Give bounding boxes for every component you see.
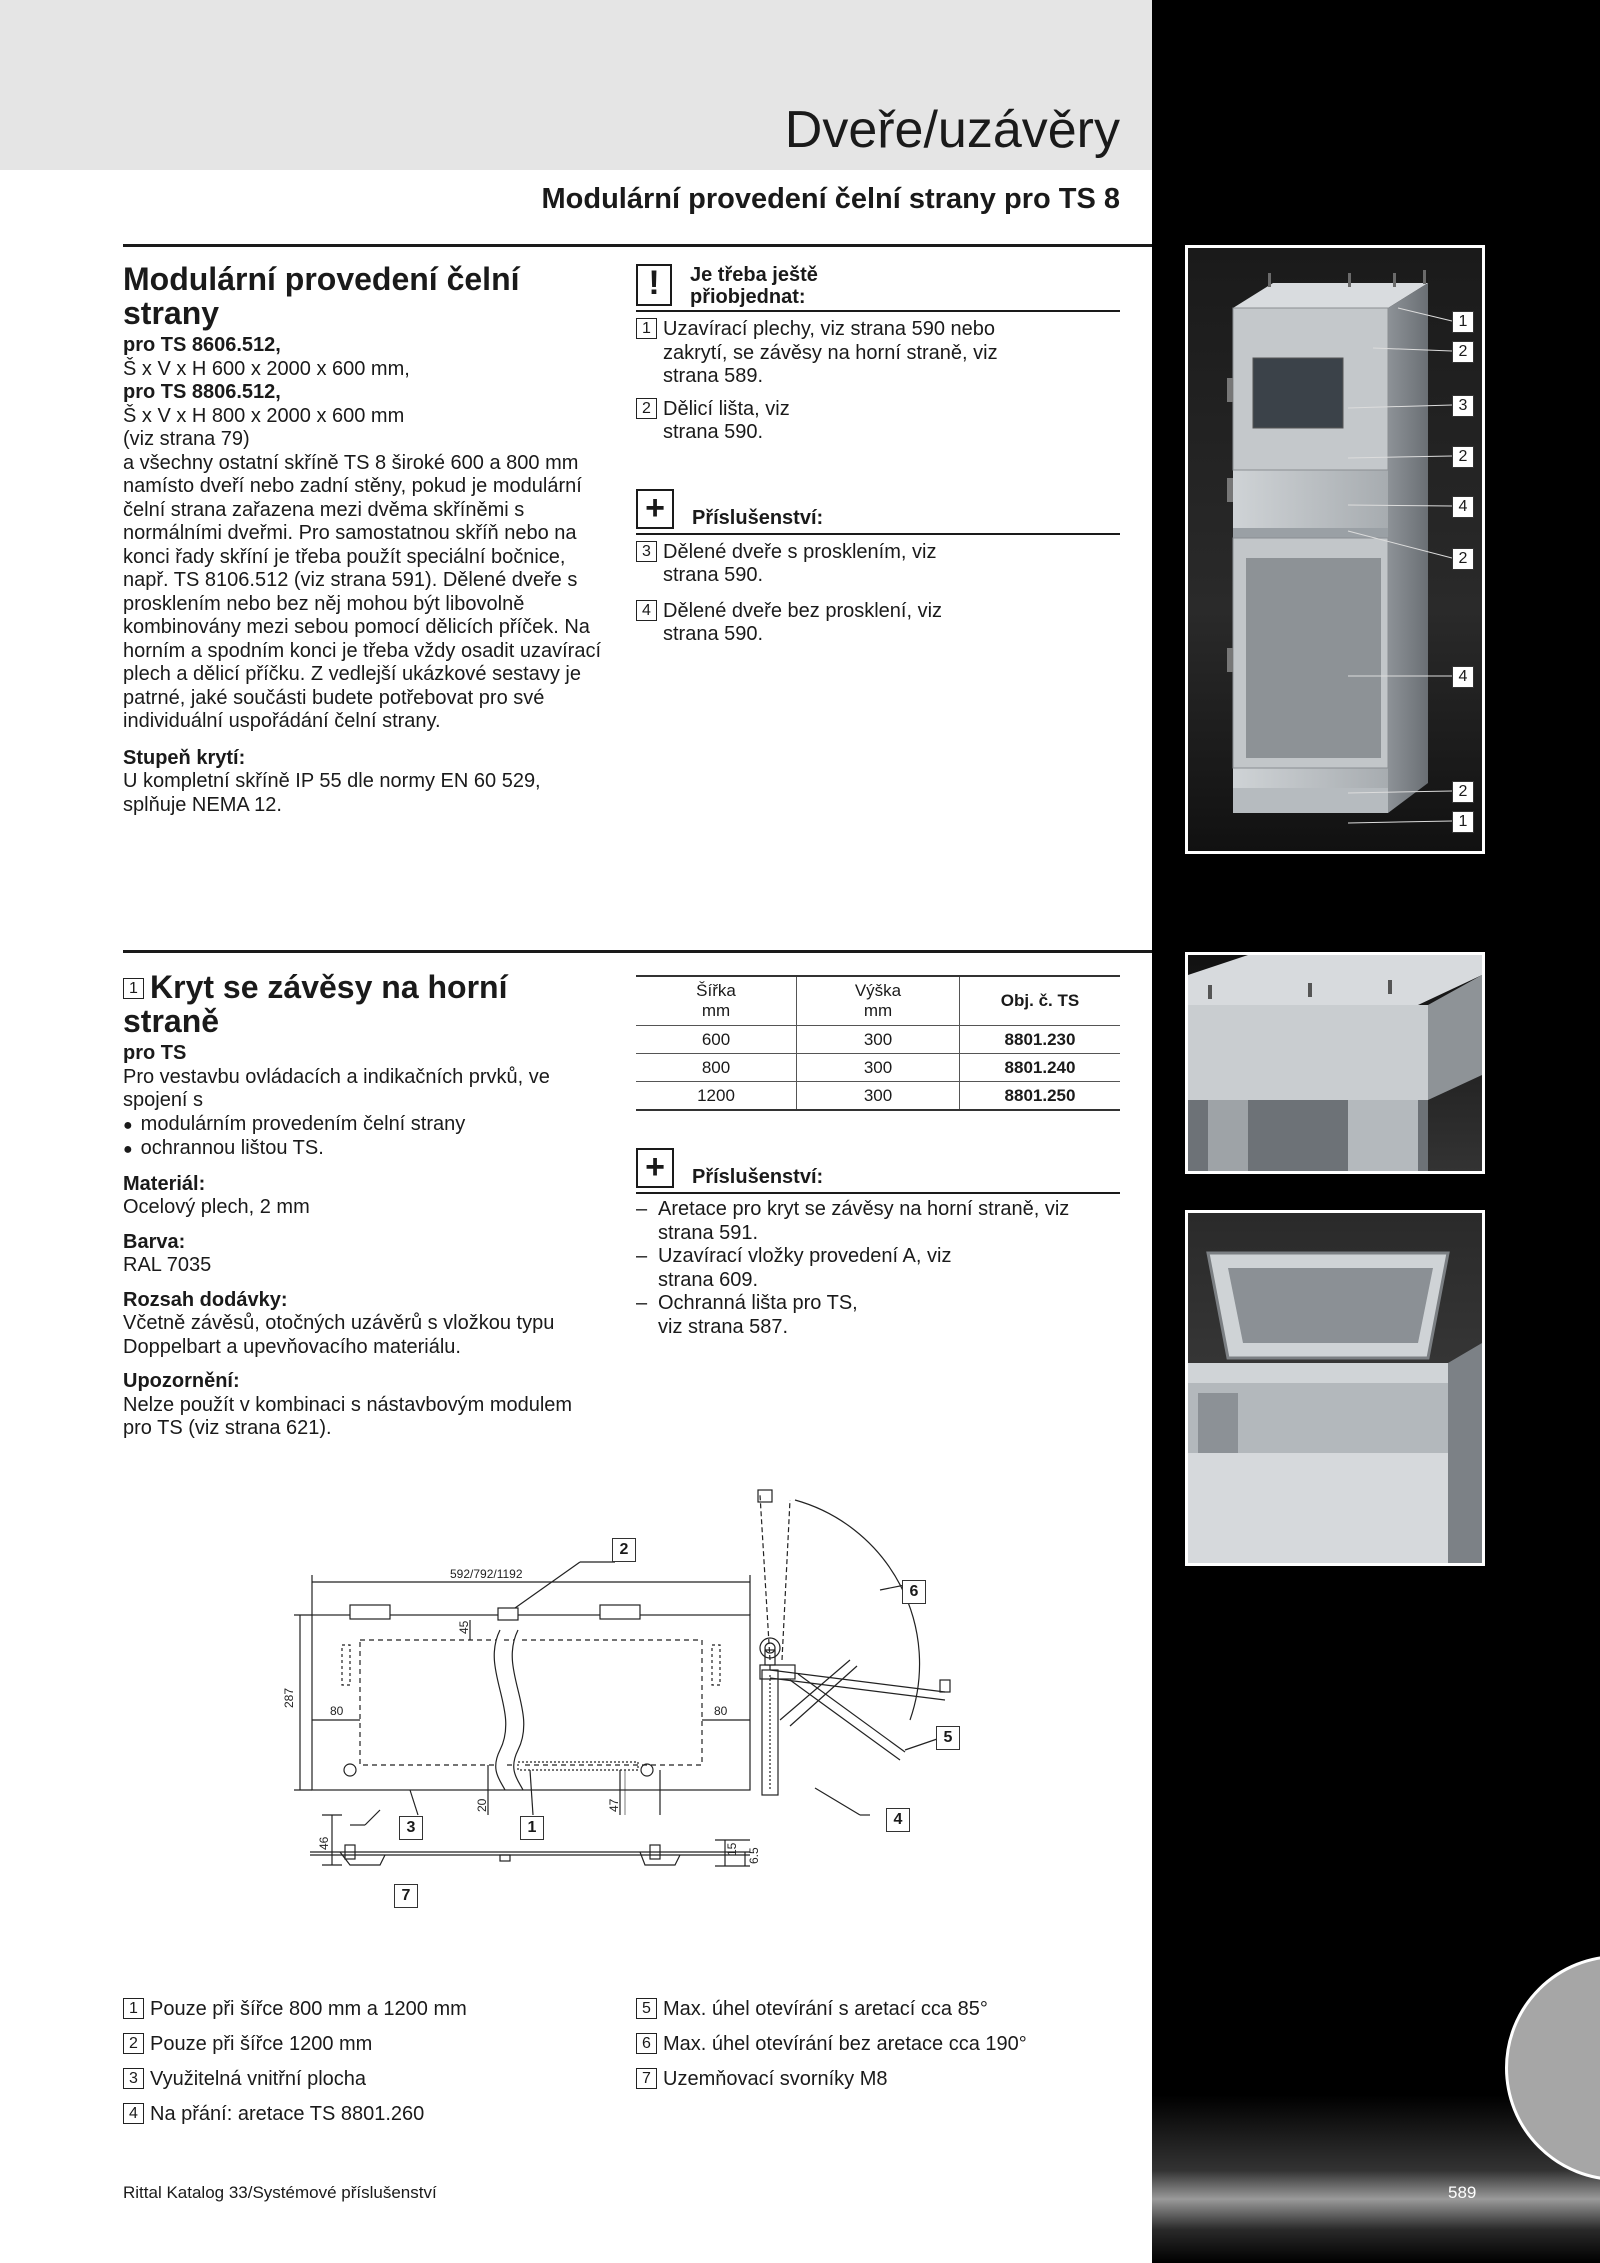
bullet-item bbox=[123, 1137, 603, 1162]
section1-description: a všechny ostatní skříně TS 8 široké 600 a 800 mm namísto dveří nebo zadní stěny, pokud je modulární čelní strana zařazena mezi dvěma skříněmi s normálními dveřmi. Pro samostatnou skříň nebo na konci řady skříní je třeba použít speciální bočnice, např. TS 8106.512 (viz strana 591). Dělené dveře s prosklením nebo bez něj mohou být libovolně kombinovány mezi sebou pomocí dělicích příček. Na horním a spodním konci je třeba vždy osadit uzavírací plech a dělicí příčku. Z vedlejší ukázkové sestavy je patrné, jaké součásti budete potřebovat pro své individuální uspořádání čelní strany. bbox=[123, 451, 602, 732]
legend-text: Pouze při šířce 800 mm a 1200 mm bbox=[150, 1998, 467, 2020]
section1-for2-dim: Š x V x H 800 x 2000 x 600 mm bbox=[123, 404, 405, 427]
legend-item bbox=[636, 1998, 1116, 2021]
color-text: RAL 7035 bbox=[123, 1254, 212, 1276]
accessory-item: – Ochranná lišta pro TS, viz strana 587. bbox=[636, 1292, 1120, 1339]
table-row bbox=[636, 1082, 1120, 1111]
material-text: Ocelový plech, 2 mm bbox=[123, 1196, 310, 1218]
order-item bbox=[636, 318, 1120, 389]
page-number: 589 bbox=[1448, 2183, 1477, 2202]
item-number-box: 3 bbox=[123, 2068, 144, 2089]
cell-order-no: 8801.250 bbox=[960, 1082, 1121, 1111]
legend-text: Max. úhel otevírání s aretací cca 85° bbox=[663, 1998, 988, 2020]
photo-callout: 1 bbox=[1452, 311, 1474, 333]
drawing-callout: 1 bbox=[520, 1816, 544, 1840]
order-rule bbox=[636, 310, 1120, 312]
section1-body bbox=[123, 334, 603, 817]
dim-80-right: 80 bbox=[714, 1704, 728, 1718]
section1-for1-label: pro TS 8606.512, bbox=[123, 334, 281, 356]
page-subtitle: Modulární provedení čelní strany pro TS 8 bbox=[541, 183, 1120, 215]
legend-text: Max. úhel otevírání bez aretace cca 190° bbox=[663, 2033, 1027, 2055]
accessory-item: – Uzavírací vložky provedení A, viz strana 609. bbox=[636, 1245, 1120, 1292]
bullet-dot-icon: ● bbox=[123, 1116, 133, 1134]
item-number-box: 2 bbox=[123, 2033, 144, 2054]
section1-rule bbox=[123, 244, 1152, 247]
cover-photo bbox=[1185, 952, 1485, 1174]
section1-for2-label: pro TS 8806.512, bbox=[123, 381, 281, 403]
photo-callout: 3 bbox=[1452, 395, 1474, 417]
section1-left bbox=[123, 262, 603, 817]
accessories-rule bbox=[636, 1192, 1120, 1194]
cell-order-no: 8801.230 bbox=[960, 1026, 1121, 1054]
section1-order bbox=[636, 264, 1120, 647]
item-number-box: 1 bbox=[123, 978, 144, 999]
photo-callout: 2 bbox=[1452, 548, 1474, 570]
drawing-callout: 3 bbox=[399, 1816, 423, 1840]
drawing-callout: 6 bbox=[902, 1580, 926, 1604]
dim-45: 45 bbox=[457, 1620, 471, 1634]
cover-closed-illustration bbox=[1188, 955, 1482, 1171]
bullet-item bbox=[123, 1113, 603, 1138]
accessory-item-text: Dělené dveře s prosklením, viz strana 590. bbox=[663, 540, 937, 586]
drawing-callout: 5 bbox=[936, 1726, 960, 1750]
photo-callout: 2 bbox=[1452, 781, 1474, 803]
dim-width: 592/792/1192 bbox=[450, 1567, 523, 1581]
cover-front-view bbox=[312, 1615, 750, 1790]
legend-item bbox=[123, 2103, 623, 2126]
accessory-list bbox=[636, 1198, 1120, 1339]
bullet-text: modulárním provedením čelní strany bbox=[140, 1112, 466, 1135]
plus-icon: + bbox=[636, 1148, 674, 1188]
legend-left bbox=[123, 1998, 623, 2126]
section1-for2-note: (viz strana 79) bbox=[123, 428, 250, 450]
order-title: Je třeba ještě přiobjednat: bbox=[690, 264, 818, 308]
item-number-box: 4 bbox=[123, 2103, 144, 2124]
accessory-item bbox=[636, 541, 1120, 588]
item-number-box: 2 bbox=[636, 398, 657, 419]
cover-open-photo bbox=[1185, 1210, 1485, 1566]
photo-callout: 4 bbox=[1452, 496, 1474, 518]
item-number-box: 1 bbox=[636, 318, 657, 339]
legend-item bbox=[123, 2033, 623, 2056]
dim-6-5: 6.5 bbox=[747, 1847, 761, 1864]
cover-open-illustration bbox=[1188, 1213, 1482, 1563]
legend-item bbox=[636, 2033, 1116, 2056]
item-number-box: 6 bbox=[636, 2033, 657, 2054]
spec-table-wrap bbox=[636, 975, 1120, 1111]
accessories-title: Příslušenství: bbox=[692, 1166, 824, 1188]
item-number-box: 7 bbox=[636, 2068, 657, 2089]
accessories-rule bbox=[636, 533, 1120, 535]
section2-for-label: pro TS bbox=[123, 1042, 187, 1064]
legend-text: Pouze při šířce 1200 mm bbox=[150, 2033, 373, 2055]
section1-title: Modulární provedení čelní strany bbox=[123, 261, 520, 331]
bullet-dot-icon: ● bbox=[123, 1141, 133, 1158]
cell-height: 300 bbox=[797, 1082, 960, 1111]
color-label: Barva: bbox=[123, 1230, 186, 1253]
warning-label: Upozornění: bbox=[123, 1370, 240, 1392]
section2-left bbox=[123, 970, 603, 1441]
item-number-box: 4 bbox=[636, 600, 657, 621]
photo-callout: 1 bbox=[1452, 811, 1474, 833]
item-number-box: 1 bbox=[123, 1998, 144, 2019]
cell-width: 600 bbox=[636, 1026, 797, 1054]
spec-table bbox=[636, 975, 1120, 1111]
accessory-item-text: Ochranná lišta pro TS, viz strana 587. bbox=[658, 1292, 858, 1338]
technical-drawing bbox=[250, 1470, 1030, 1940]
material-label: Materiál: bbox=[123, 1172, 206, 1195]
section2-accessories bbox=[636, 1148, 1120, 1339]
legend-right bbox=[636, 1998, 1116, 2091]
drawing-callout: 2 bbox=[612, 1538, 636, 1562]
cell-height: 300 bbox=[797, 1026, 960, 1054]
section2-rule bbox=[123, 950, 1152, 953]
cabinet-photo bbox=[1185, 245, 1485, 854]
legend-item bbox=[123, 2068, 623, 2091]
dim-47: 47 bbox=[607, 1798, 621, 1812]
legend-text: Uzemňovací svorníky M8 bbox=[663, 2068, 888, 2090]
photo-callout: 2 bbox=[1452, 341, 1474, 363]
accessory-item: – Aretace pro kryt se závěsy na horní straně, viz strana 591. bbox=[636, 1198, 1120, 1245]
protection-label: Stupeň krytí: bbox=[123, 746, 246, 769]
delivery-text: Včetně závěsů, otočných uzávěrů s vložkou typu Doppelbart a upevňovacího materiálu. bbox=[123, 1312, 555, 1358]
page-title: Dveře/uzávěry bbox=[784, 101, 1120, 159]
section2-body bbox=[123, 1042, 603, 1441]
exclamation-icon: ! bbox=[636, 264, 672, 306]
dim-height: 287 bbox=[282, 1687, 296, 1708]
dim-80-left: 80 bbox=[330, 1704, 344, 1718]
legend-item bbox=[123, 1998, 623, 2021]
cell-order-no: 8801.240 bbox=[960, 1054, 1121, 1082]
dim-15: 15 bbox=[725, 1842, 739, 1856]
legend-item bbox=[636, 2068, 1116, 2091]
section1-for1-dim: Š x V x H 600 x 2000 x 600 mm, bbox=[123, 357, 410, 380]
dim-20: 20 bbox=[475, 1798, 489, 1812]
legend-text: Využitelná vnitřní plocha bbox=[150, 2068, 367, 2090]
footer-catalog: Rittal Katalog 33/Systémové příslušenství bbox=[123, 2183, 437, 2202]
dim-46: 46 bbox=[317, 1836, 331, 1850]
accessory-item-text: Dělené dveře bez prosklení, viz strana 590. bbox=[663, 599, 943, 645]
col-header-height: Výška mm bbox=[797, 976, 960, 1026]
delivery-label: Rozsah dodávky: bbox=[123, 1288, 288, 1311]
bullet-text: ochrannou lištou TS. bbox=[140, 1137, 324, 1159]
accessories-title: Příslušenství: bbox=[692, 506, 824, 529]
cell-width: 1200 bbox=[636, 1082, 797, 1111]
plus-icon: + bbox=[636, 489, 674, 529]
col-header-width: Šířka mm bbox=[636, 976, 797, 1026]
photo-callout: 2 bbox=[1452, 446, 1474, 468]
accessory-item-text: Uzavírací vložky provedení A, viz strana 609. bbox=[658, 1245, 952, 1291]
cabinet-illustration bbox=[1188, 248, 1482, 851]
drawing-callout: 7 bbox=[394, 1884, 418, 1908]
cell-height: 300 bbox=[797, 1054, 960, 1082]
col-header-order-no: Obj. č. TS bbox=[960, 976, 1121, 1026]
accessory-item bbox=[636, 600, 1120, 647]
table-row bbox=[636, 1054, 1120, 1082]
item-number-box: 5 bbox=[636, 1998, 657, 2019]
protection-text: U kompletní skříně IP 55 dle normy EN 60 529, splňuje NEMA 12. bbox=[123, 770, 541, 816]
order-item-text: Uzavírací plechy, viz strana 590 nebo zakrytí, se závěsy na horní straně, viz strana 589. bbox=[663, 318, 998, 387]
cell-width: 800 bbox=[636, 1054, 797, 1082]
order-item-text: Dělicí lišta, viz strana 590. bbox=[663, 397, 790, 443]
item-number-box: 3 bbox=[636, 541, 657, 562]
section2-title-row bbox=[123, 970, 563, 1038]
table-row bbox=[636, 1026, 1120, 1054]
warning-text: Nelze použít v kombinaci s nástavbovým modulem pro TS (viz strana 621). bbox=[123, 1393, 573, 1439]
order-item bbox=[636, 398, 1120, 445]
section2-title: Kryt se závěsy na horní straně bbox=[123, 969, 508, 1039]
photo-callout: 4 bbox=[1452, 666, 1474, 688]
drawing-callout: 4 bbox=[886, 1808, 910, 1832]
section2-intro: Pro vestavbu ovládacích a indikačních prvků, ve spojení s bbox=[123, 1065, 550, 1111]
legend-text: Na přání: aretace TS 8801.260 bbox=[150, 2103, 425, 2125]
accessory-item-text: Aretace pro kryt se závěsy na horní straně, viz strana 591. bbox=[658, 1198, 1070, 1244]
